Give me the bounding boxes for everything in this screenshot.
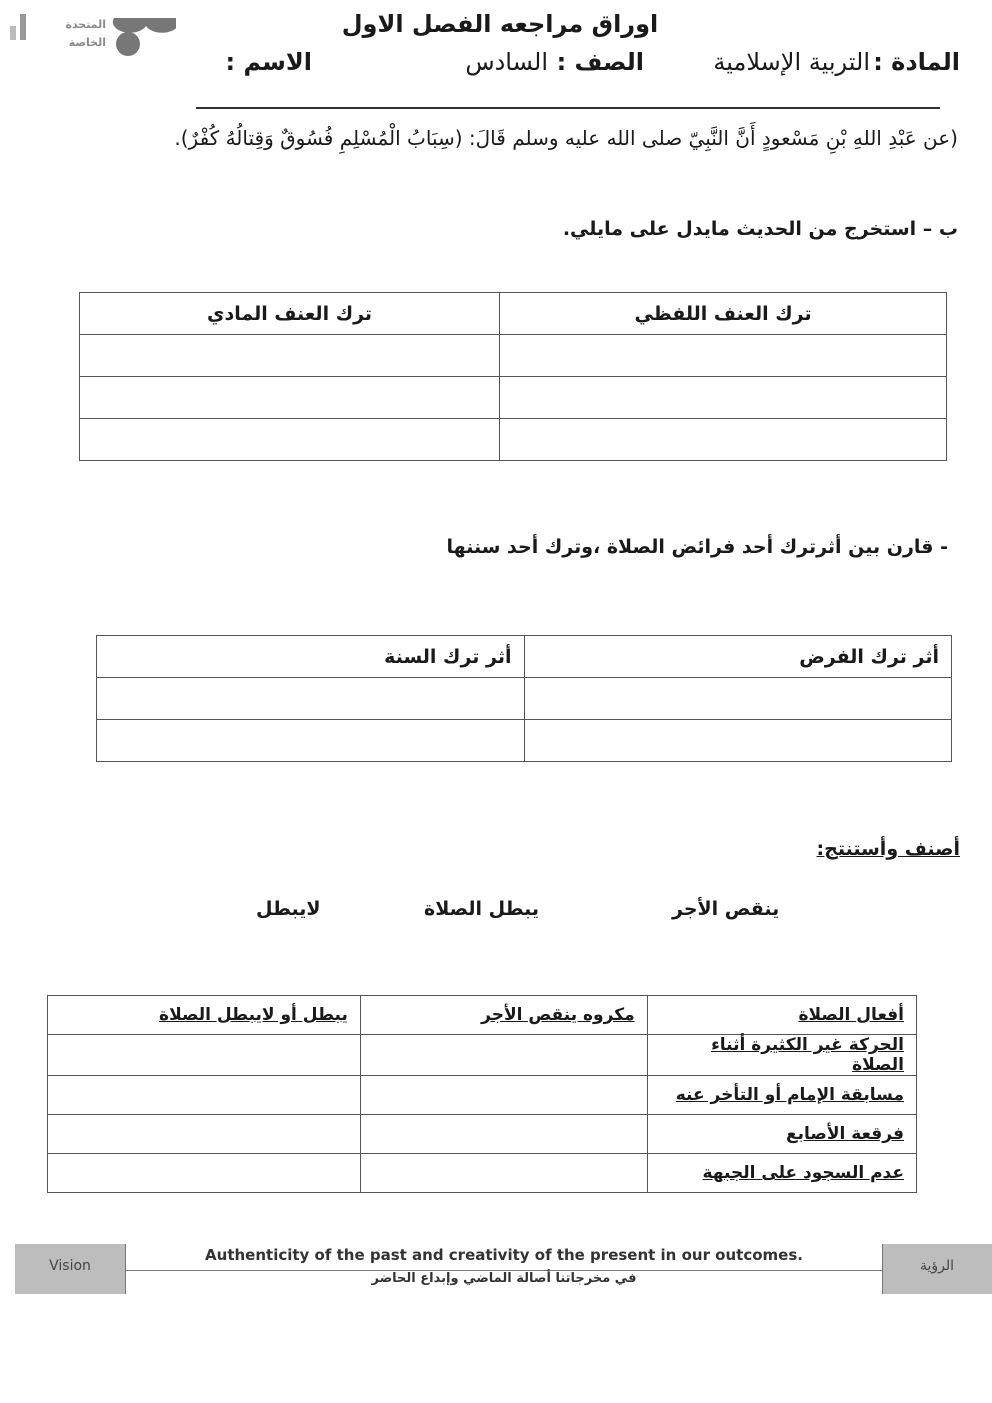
answer-cell[interactable] — [500, 419, 947, 461]
table-row — [80, 335, 947, 377]
col-verbal-violence: ترك العنف اللفظي — [500, 293, 947, 335]
table-row — [80, 377, 947, 419]
question2-text: - قارن بين أثرترك أحد فرائض الصلاة ،وترك أحد سننها — [446, 536, 948, 558]
subject-value: التربية الإسلامية — [713, 48, 870, 76]
vision-ar-label: الرؤية — [919, 1258, 955, 1274]
table-row — [48, 1076, 917, 1115]
question2-table — [96, 635, 952, 762]
logo-text-line2: الخاصة — [68, 36, 106, 49]
question3-table — [47, 995, 917, 1193]
hadith-text: (عن عَبْدِ اللهِ بْنِ مَسْعودٍ أَنَّ النَّبِيّ صلى الله عليه وسلم قَالَ: (سِبَابُ الْمُسْلِمِ فُسُوقٌ وَقِتالُهُ كُفْرٌ). — [174, 126, 958, 150]
page-title: اوراق مراجعه الفصل الاول — [341, 10, 659, 38]
vision-statement-box — [125, 1244, 883, 1294]
col-makruh: مكروه ينقص الأجر — [360, 996, 647, 1035]
answer-cell[interactable] — [360, 1076, 647, 1115]
answer-cell[interactable] — [524, 678, 952, 720]
answer-cell[interactable] — [48, 1154, 361, 1193]
option-invalidates-prayer: يبطل الصلاة — [424, 898, 539, 920]
answer-cell[interactable] — [500, 335, 947, 377]
option-does-not-invalidate: لايبطل — [256, 898, 321, 920]
answer-cell[interactable] — [80, 377, 500, 419]
table-row — [48, 1035, 917, 1076]
grade-label: الصف : — [556, 48, 644, 76]
logo-text-line1: المتحدة — [65, 18, 106, 31]
table-row — [97, 720, 952, 762]
table-header-row — [48, 996, 917, 1035]
question1-text: ب – استخرج من الحديث مايدل على مايلي. — [562, 218, 958, 240]
answer-cell[interactable] — [97, 720, 525, 762]
logo-mark-icon — [6, 8, 176, 58]
row-label: الحركة غير الكثيرة أثناء الصلاة — [647, 1035, 916, 1076]
vision-statement-en: Authenticity of the past and creativity of the present in our outcomes. — [126, 1246, 882, 1271]
answer-cell[interactable] — [80, 335, 500, 377]
question3-title: :أصنف وأستنتج — [816, 838, 960, 860]
answer-cell[interactable] — [360, 1035, 647, 1076]
answer-cell[interactable] — [80, 419, 500, 461]
table-row — [48, 1154, 917, 1193]
name-label: الاسم : — [225, 48, 312, 76]
answer-cell[interactable] — [48, 1076, 361, 1115]
vision-en-label: Vision — [49, 1258, 91, 1274]
answer-cell[interactable] — [48, 1035, 361, 1076]
table-header-row — [80, 293, 947, 335]
row-label: مسابقة الإمام أو التأخر عنه — [647, 1076, 916, 1115]
school-logo — [6, 8, 176, 58]
answer-cell[interactable] — [524, 720, 952, 762]
col-invalidates: يبطل أو لايبطل الصلاة — [48, 996, 361, 1035]
subject-label: المادة : — [873, 48, 960, 76]
grade-value: السادس — [465, 48, 548, 76]
answer-cell[interactable] — [360, 1115, 647, 1154]
col-sunnah-effect: أثر ترك السنة — [97, 636, 525, 678]
col-fard-effect: أثر ترك الفرض — [524, 636, 952, 678]
vision-statement-ar: في مخرجاتنا أصالة الماضي وإبداع الحاضر — [371, 1271, 637, 1286]
row-label: عدم السجود على الجبهة — [647, 1154, 916, 1193]
table-row — [48, 1115, 917, 1154]
answer-cell[interactable] — [48, 1115, 361, 1154]
col-prayer-acts: أفعال الصلاة — [647, 996, 916, 1035]
question1-table — [79, 292, 947, 461]
header-divider — [196, 107, 940, 109]
table-row — [80, 419, 947, 461]
option-reduces-reward: ينقص الأجر — [672, 898, 780, 920]
table-header-row — [97, 636, 952, 678]
header-info-line — [160, 48, 960, 84]
answer-cell[interactable] — [97, 678, 525, 720]
table-row — [97, 678, 952, 720]
vision-footer — [15, 1244, 992, 1294]
col-physical-violence: ترك العنف المادي — [80, 293, 500, 335]
answer-cell[interactable] — [360, 1154, 647, 1193]
answer-cell[interactable] — [500, 377, 947, 419]
row-label: فرقعة الأصابع — [647, 1115, 916, 1154]
